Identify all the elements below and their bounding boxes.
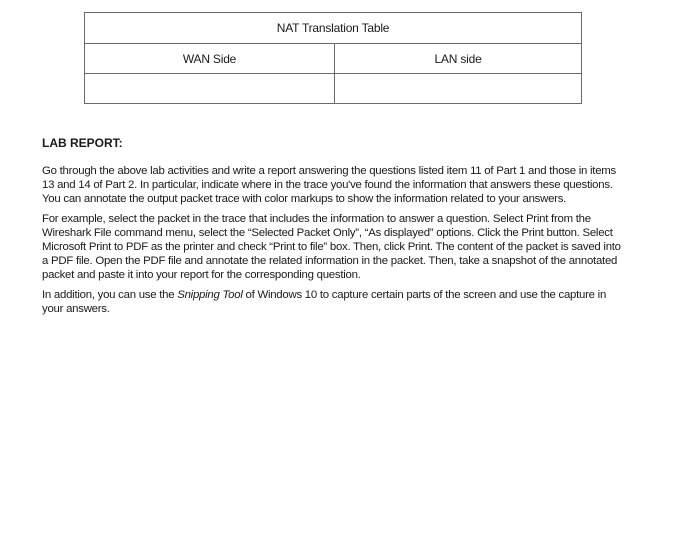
lab-report-heading: LAB REPORT: — [42, 136, 123, 150]
table-row — [85, 74, 582, 104]
paragraph-3-text-start: In addition, you can use the — [42, 289, 178, 301]
snipping-tool-term: Snipping Tool — [177, 289, 243, 301]
paragraph-3-text-end: of Windows 10 to capture certain parts of the screen and use the capture in your answers. — [42, 289, 607, 315]
table-cell-wan — [85, 74, 335, 104]
column-header-lan: LAN side — [335, 44, 582, 74]
lab-report-section — [42, 136, 627, 322]
report-paragraph-2: For example, select the packet in the trace that includes the information to answer a question. Select Print from the Wireshark File command menu, select the “Selected Packet Only”, “As displayed” options. Click the Print button. Select Microsoft Print to PDF as the printer and check “Print to file” box. Then, click Print. The content of the packet is saved into a PDF file. Open the PDF file and annotate the related information in the packet. Then, take a snapshot of the annotated packet and paste it into your report for the corresponding question. — [42, 213, 621, 281]
table-cell-lan — [335, 74, 582, 104]
report-paragraph-3 — [42, 288, 627, 316]
table-title: NAT Translation Table — [85, 13, 582, 44]
report-paragraph-1: Go through the above lab activities and write a report answering the questions listed item 11 of Part 1 and those in items 13 and 14 of Part 2. In particular, indicate where in the trace you've found the information that answers these questions. You can annotate the output packet trace with color markups to show the information related to your answers. — [42, 165, 616, 205]
column-header-wan: WAN Side — [85, 44, 335, 74]
nat-translation-table — [84, 12, 582, 104]
